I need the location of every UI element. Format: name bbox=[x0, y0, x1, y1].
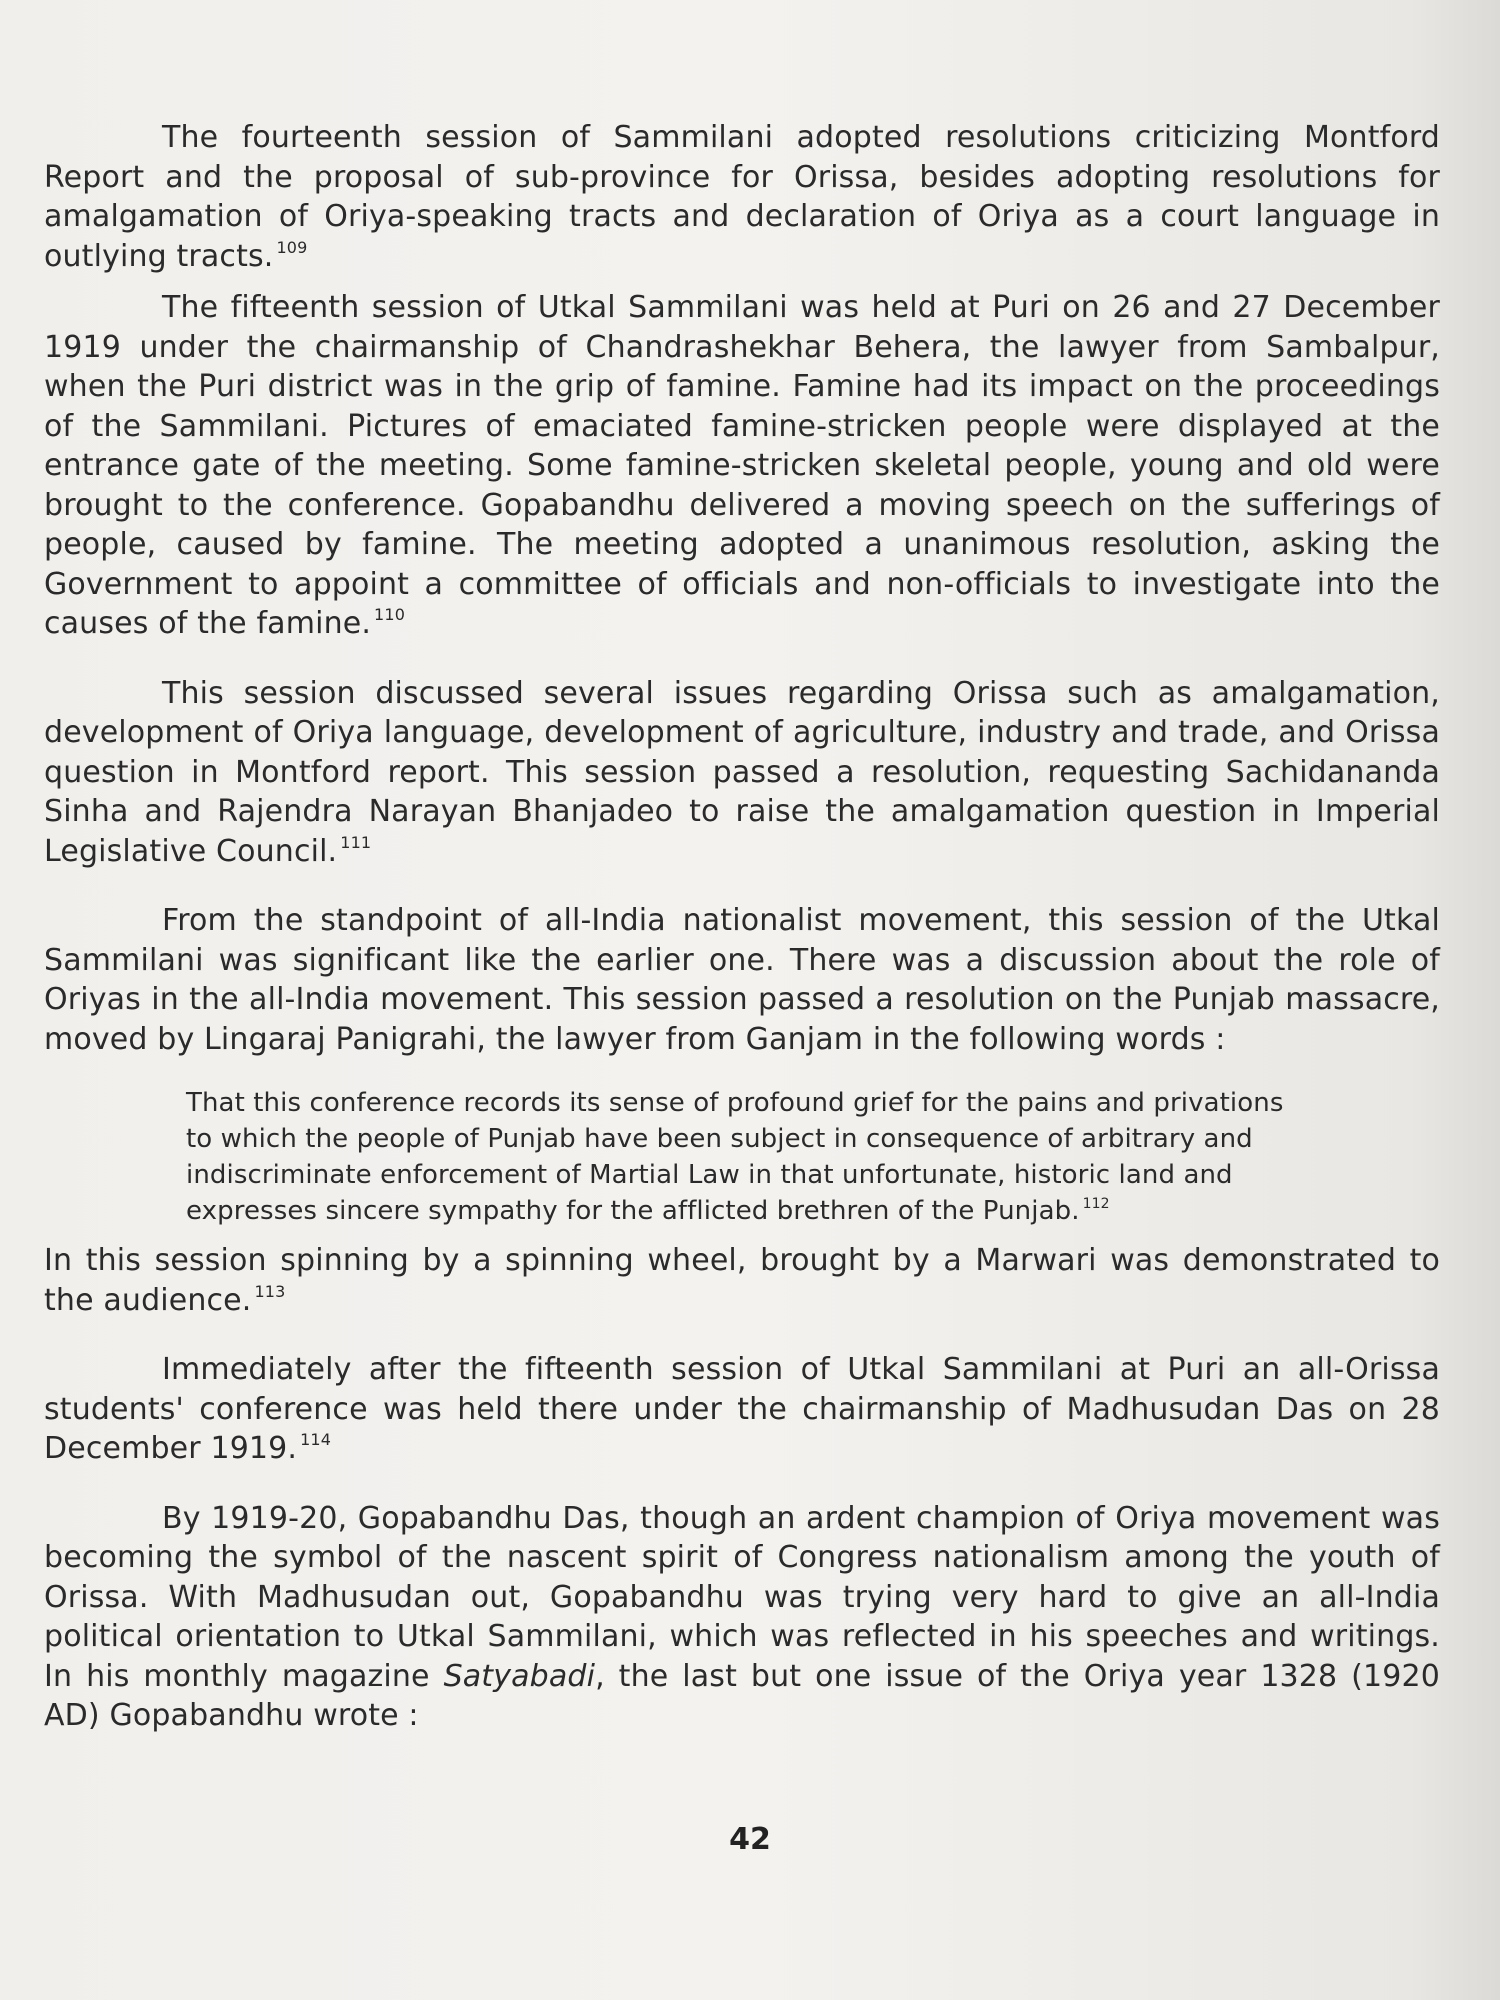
footnote-ref: 113 bbox=[254, 1281, 286, 1301]
paragraph-fourteenth-session bbox=[44, 118, 1440, 276]
paragraph-text: From the standpoint of all-India nationalist movement, this session of the Utkal Sammilani was significant like the earlier one. There was a discussion about the role of Oriyas in the all-India movement. This session passed a resolution on the Punjab massacre, moved by Lingaraj Panigrahi, the lawyer from Ganjam in the following words : bbox=[44, 903, 1440, 1057]
paragraph-text: The fifteenth session of Utkal Sammilani was held at Puri on 26 and 27 December 1919 under the chairmanship of Chandrashekhar Behera, the lawyer from Sambalpur, when the Puri district was in the grip of famine. Famine had its impact on the proceedings of the Sammilani. Pictures of emaciated famine-stricken people were displayed at the entrance gate of the meeting. Some famine-stricken skeletal people, young and old were brought to the conference. Gopabandhu delivered a moving speech on the sufferings of people, caused by famine. The meeting adopted a unanimous resolution, asking the Government to appoint a committee of officials and non-officials to investigate into the causes of the famine. bbox=[44, 290, 1440, 641]
footnote-ref: 112 bbox=[1082, 1196, 1110, 1212]
paragraph-text: Immediately after the fifteenth session of Utkal Sammilani at Puri an all-Orissa students' conference was held there under the chairmanship of Madhusudan Das on 28 December 1919. bbox=[44, 1352, 1440, 1466]
paragraph-students-conference bbox=[44, 1350, 1440, 1469]
footnote-ref: 114 bbox=[300, 1430, 332, 1449]
paragraph-spinning-wheel bbox=[44, 1241, 1440, 1320]
paragraph-fifteenth-session bbox=[44, 288, 1440, 644]
paragraph-text: This session discussed several issues regarding Orissa such as amalgamation, development of Oriya language, development of agriculture, industry and trade, and Orissa question in Montford report. This session passed a resolution, requesting Sachidananda Sinha and Rajendra Narayan Bhanjadeo to raise the amalgamation question in Imperial Legislative Council. bbox=[44, 675, 1440, 869]
page-body bbox=[44, 118, 1440, 1736]
block-quote-punjab-resolution bbox=[186, 1085, 1290, 1229]
paragraph-gopabandhu bbox=[44, 1499, 1440, 1736]
quote-text: That this conference records its sense of profound grief for the pains and privations to which the people of Punjab have been subject in consequence of arbitrary and indiscriminate enforcement of Martial Law in that unfortunate, historic land and expresses sincere sympathy for the afflicted brethren of the Punjab. bbox=[186, 1088, 1284, 1226]
footnote-ref: 111 bbox=[340, 832, 372, 852]
paragraph-text: In this session spinning by a spinning wheel, brought by a Marwari was demonstrated to the audience. bbox=[44, 1243, 1440, 1318]
footnote-ref: 109 bbox=[276, 237, 308, 257]
footnote-ref: 110 bbox=[374, 605, 406, 624]
magazine-title: Satyabadi bbox=[443, 1658, 596, 1694]
paragraph-session-issues bbox=[44, 674, 1440, 872]
paragraph-text: By 1919-20, Gopabandhu Das, though an ardent champion of Oriya movement was becoming the symbol of the nascent spirit of Congress nationalism among the youth of Orissa. With Madhusudan out, Gopabandhu was trying very hard to give an all-India political orientation to Utkal Sammilani, which was reflected in his speeches and writings. In his monthly magazine bbox=[44, 1500, 1440, 1694]
paragraph-nationalist-standpoint bbox=[44, 901, 1440, 1059]
paragraph-text: The fourteenth session of Sammilani adopted resolutions criticizing Montford Report and the proposal of sub-province for Orissa, besides adopting resolutions for amalgamation of Oriya-speaking tracts and declaration of Oriya as a court language in outlying tracts. bbox=[44, 120, 1440, 274]
paragraph-text: , the last but one issue of the Oriya year 1328 (1920 AD) Gopabandhu wrote : bbox=[44, 1658, 1440, 1733]
page-number: 42 bbox=[729, 1822, 771, 1857]
